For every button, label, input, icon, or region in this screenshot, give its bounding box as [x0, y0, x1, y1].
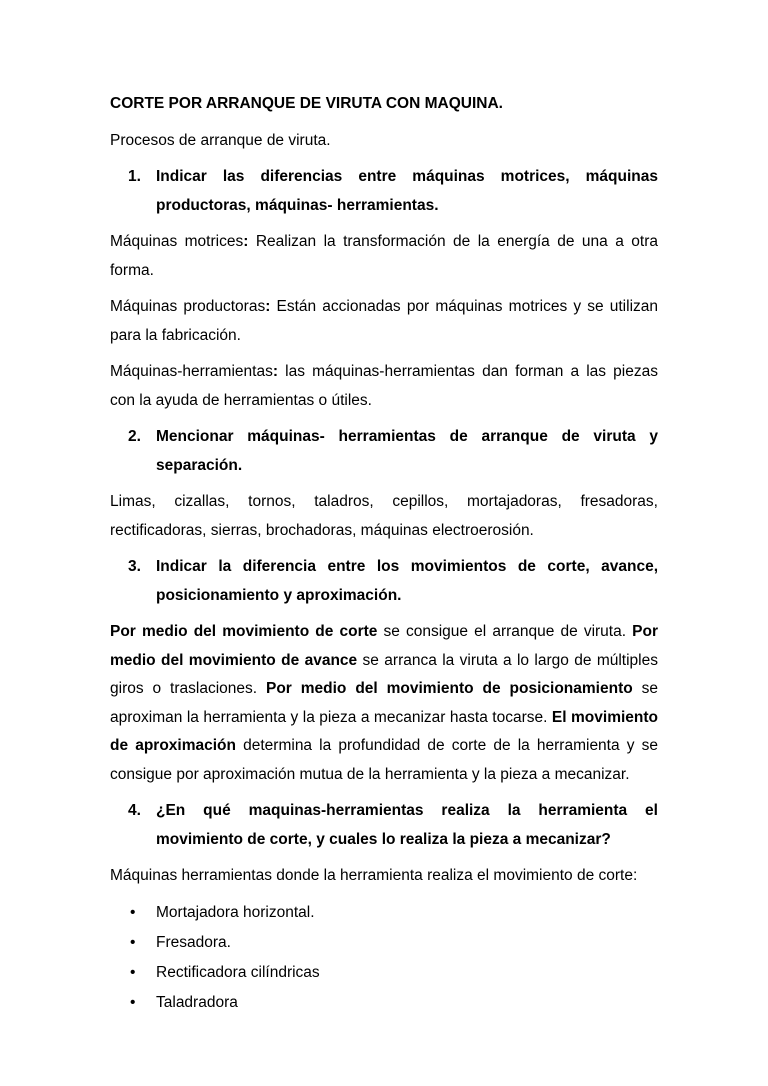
plain-phrase: se arranca la viruta a lo largo de múltiples giros o traslaciones. — [110, 651, 658, 697]
bold-phrase: Por medio del movimiento de avance — [110, 623, 658, 669]
list-item-text: Fresadora. — [156, 933, 231, 951]
document-title: CORTE POR ARRANQUE DE VIRUTA CON MAQUINA. — [110, 95, 503, 112]
list-item — [110, 899, 658, 928]
answer-motrices — [110, 228, 658, 285]
answer-3 — [110, 618, 658, 789]
plain-phrase: se aproximan la herramienta y la pieza a mecanizar hasta tocarse. — [110, 680, 658, 726]
list-item — [110, 929, 658, 958]
bold-phrase: Por medio del movimiento de posicionamiento — [266, 680, 633, 697]
question-1 — [110, 163, 658, 220]
bullet-icon: • — [130, 963, 136, 981]
bullet-icon: • — [130, 933, 136, 951]
term-productoras: Máquinas productoras — [110, 298, 266, 315]
question-number: 1. — [128, 168, 141, 185]
definition-motrices: Realizan la transformación de la energía de una a otra forma. — [110, 233, 658, 279]
question-4 — [110, 797, 658, 854]
question-text: Indicar la diferencia entre los movimientos de corte, avance, posicionamiento y aproximación. — [156, 558, 658, 604]
question-3 — [110, 553, 658, 610]
question-number: 2. — [128, 428, 141, 445]
question-text: ¿En qué maquinas-herramientas realiza la herramienta el movimiento de corte, y cuales lo realiza la pieza a mecanizar? — [156, 802, 658, 848]
term-colon: : — [265, 298, 271, 315]
plain-phrase: se consigue el arranque de viruta. — [377, 623, 633, 640]
bullet-list — [110, 899, 658, 1018]
question-number: 4. — [128, 802, 141, 819]
term-motrices: Máquinas motrices — [110, 233, 244, 250]
list-item-text: Mortajadora horizontal. — [156, 903, 315, 921]
list-item-text: Taladradora — [156, 993, 238, 1011]
answer-productoras — [110, 293, 658, 350]
bullet-icon: • — [130, 993, 136, 1011]
plain-phrase: determina la profundidad de corte de la herramienta y se consigue por aproximación mutua de la herramienta y la pieza a mecanizar. — [110, 737, 658, 783]
question-text: Mencionar máquinas- herramientas de arranque de viruta y separación. — [156, 428, 658, 474]
term-colon: : — [272, 363, 278, 380]
document-page — [110, 90, 658, 1019]
definition-productoras: Están accionadas por máquinas motrices y se utilizan para la fabricación. — [110, 298, 659, 344]
term-colon: : — [243, 233, 249, 250]
bullet-icon: • — [130, 903, 136, 921]
list-item — [110, 959, 658, 988]
document-subtitle: Procesos de arranque de viruta. — [110, 131, 331, 149]
answer-herramientas — [110, 358, 658, 415]
definition-herramientas: las máquinas-herramientas dan forman a las piezas con la ayuda de herramientas o útiles. — [110, 363, 658, 409]
answer-4-intro: Máquinas herramientas donde la herramienta realiza el movimiento de corte: — [110, 867, 638, 884]
term-herramientas: Máquinas-herramientas — [110, 363, 273, 380]
list-item-text: Rectificadora cilíndricas — [156, 963, 320, 981]
question-2 — [110, 423, 658, 480]
bold-phrase: El movimiento de aproximación — [110, 708, 659, 754]
question-number: 3. — [128, 558, 141, 575]
answer-2: Limas, cizallas, tornos, taladros, cepillos, mortajadoras, fresadoras, rectificadoras, sierras, brochadoras, máquinas electroerosión. — [110, 493, 658, 539]
list-item — [110, 989, 658, 1018]
question-text: Indicar las diferencias entre máquinas motrices, máquinas productoras, máquinas- herramientas. — [156, 168, 658, 214]
bold-phrase: Por medio del movimiento de corte — [110, 623, 378, 640]
